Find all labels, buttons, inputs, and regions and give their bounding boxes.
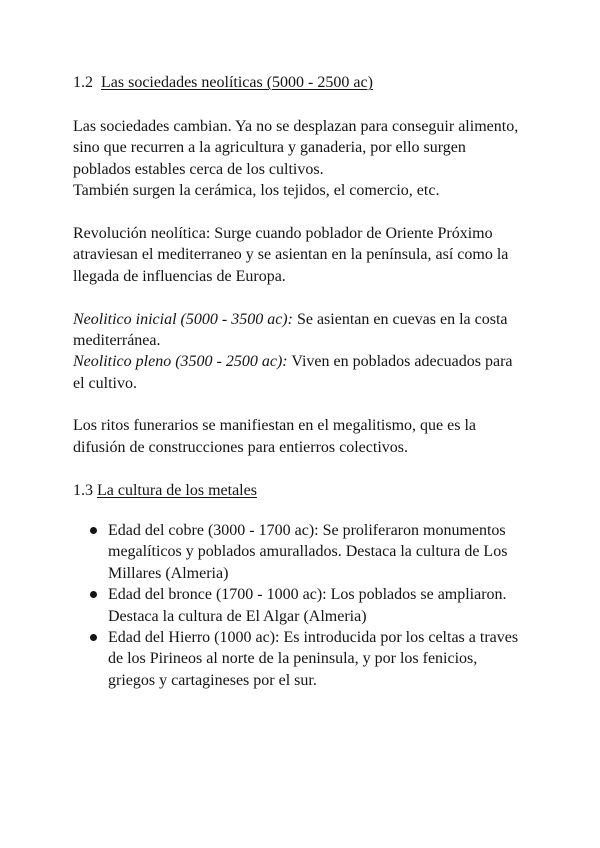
list-item-line: Destaca la cultura de El Algar (Almeria) xyxy=(108,607,367,625)
paragraph-megalithism xyxy=(73,415,518,458)
paragraph-periods xyxy=(73,309,518,395)
period-label: Neolitico inicial (5000 - 3500 ac): xyxy=(73,310,293,328)
metals-bullet-list xyxy=(73,520,518,691)
paragraph-line: Revolución neolítica: Surge cuando poblador de Oriente Próximo xyxy=(73,224,493,242)
period-line xyxy=(73,351,518,372)
paragraph-line: También surgen la cerámica, los tejidos, el comercio, etc. xyxy=(73,182,440,200)
period-text: Viven en poblados adecuados para xyxy=(291,353,513,371)
period-text: Se asientan en cuevas en la costa xyxy=(296,310,508,328)
section-heading-1-2 xyxy=(73,72,518,93)
list-item-line: megalíticos y poblados amurallados. Destaca la cultura de Los xyxy=(108,543,508,561)
bullet-icon xyxy=(90,591,97,598)
section-number: 1.2 xyxy=(73,74,93,91)
list-item xyxy=(108,584,518,627)
list-item-line: Edad del cobre (3000 - 1700 ac): Se proliferaron monumentos xyxy=(108,522,506,540)
period-line xyxy=(73,309,518,330)
bullet-icon xyxy=(90,634,97,641)
list-item-line: de los Pirineos al norte de la peninsula, y por los fenicios, xyxy=(108,650,478,668)
list-item-line: Millares (Almeria) xyxy=(108,564,229,582)
paragraph-line: llegada de influencias de Europa. xyxy=(73,267,286,285)
period-line: el cultivo. xyxy=(73,374,137,392)
paragraph-intro xyxy=(73,116,518,202)
paragraph-line: Los ritos funerarios se manifiestan en el megalitismo, que es la xyxy=(73,417,476,435)
section-heading-1-3 xyxy=(73,480,518,501)
list-item xyxy=(108,520,518,584)
section-title: Las sociedades neolíticas (5000 - 2500 ac) xyxy=(101,74,373,91)
paragraph-line: Las sociedades cambian. Ya no se desplazan para conseguir alimento, xyxy=(73,117,519,135)
document-body xyxy=(73,72,518,691)
list-item-line: Edad del Hierro (1000 ac): Es introducida por los celtas a traves xyxy=(108,628,519,646)
period-label: Neolitico pleno (3500 - 2500 ac): xyxy=(73,353,288,371)
section-title: La cultura de los metales xyxy=(97,481,257,499)
paragraph-line: poblados estables cerca de los cultivos. xyxy=(73,160,324,178)
section-number: 1.3 xyxy=(73,481,93,499)
list-item-line: griegos y cartagineses por el sur. xyxy=(108,671,317,689)
list-item xyxy=(108,627,518,691)
paragraph-line: atraviesan el mediterraneo y se asientan en la península, así como la xyxy=(73,246,509,264)
bullet-icon xyxy=(90,527,97,534)
paragraph-revolution xyxy=(73,223,518,287)
paragraph-line: difusión de construcciones para entierros colectivos. xyxy=(73,438,408,456)
period-line: mediterránea. xyxy=(73,331,161,349)
paragraph-line: sino que recurren a la agricultura y ganaderia, por ello surgen xyxy=(73,139,466,157)
list-item-line: Edad del bronce (1700 - 1000 ac): Los poblados se ampliaron. xyxy=(108,586,507,604)
